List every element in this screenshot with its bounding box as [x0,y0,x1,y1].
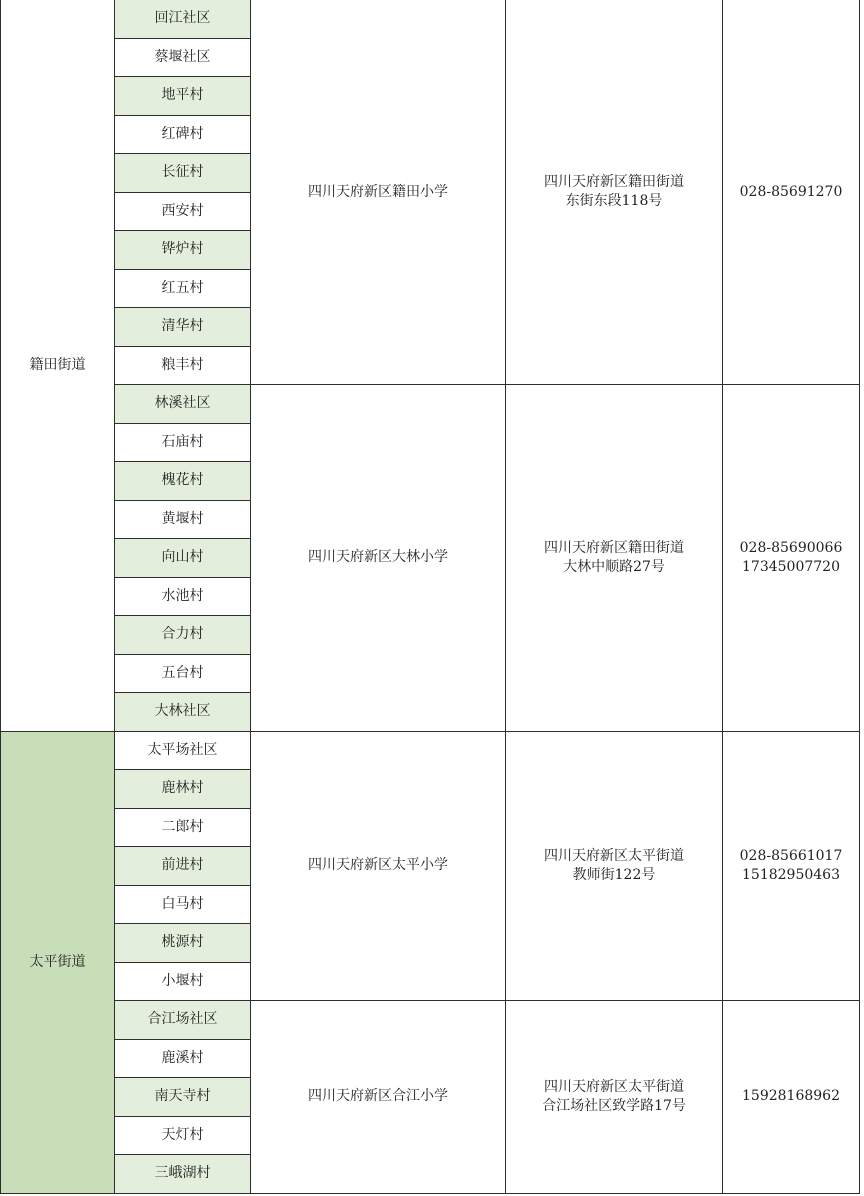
school-address-cell [506,1001,723,1194]
address-line: 四川天府新区籍田街道 [544,539,684,556]
village-cell: 蔡堰社区 [115,38,251,77]
village-cell: 五台村 [115,654,251,693]
school-phone-cell [723,0,860,385]
school-name-cell: 四川天府新区大林小学 [251,385,506,732]
phone-number: 028-85691270 [739,183,843,200]
school-address-cell [506,0,723,385]
address-line: 大林中顺路27号 [563,558,665,575]
village-cell: 合江场社区 [115,1001,251,1040]
phone-number: 15182950463 [742,866,840,883]
village-cell: 西安村 [115,192,251,231]
phone-number: 028-85661017 [739,847,843,864]
table-row [1,1001,860,1040]
village-cell: 白马村 [115,885,251,924]
phone-number: 15928168962 [742,1088,840,1105]
street-name-cell: 籍田街道 [1,0,115,731]
school-name-cell: 四川天府新区籍田小学 [251,0,506,385]
village-cell: 鹿林村 [115,770,251,809]
table-row [1,731,860,770]
school-address-cell [506,385,723,732]
village-cell: 水池村 [115,577,251,616]
address-line: 东街东段118号 [565,193,663,209]
school-name-cell: 四川天府新区太平小学 [251,731,506,1001]
village-cell: 长征村 [115,154,251,193]
village-cell: 大林社区 [115,693,251,732]
table-row [1,0,860,38]
village-cell: 三峨湖村 [115,1155,251,1194]
village-cell: 合力村 [115,616,251,655]
phone-number: 17345007720 [742,558,840,575]
address-line: 教师街122号 [572,866,656,883]
village-cell: 桃源村 [115,924,251,963]
village-cell: 天灯村 [115,1116,251,1155]
school-phone-cell [723,731,860,1001]
address-line: 四川天府新区太平街道 [544,847,684,864]
street-name-cell: 太平街道 [1,731,115,1193]
village-cell: 前进村 [115,847,251,886]
village-cell: 太平场社区 [115,731,251,770]
village-cell: 红碑村 [115,115,251,154]
school-name-cell: 四川天府新区合江小学 [251,1001,506,1194]
village-cell: 黄堰村 [115,500,251,539]
village-cell: 小堰村 [115,962,251,1001]
school-phone-cell [723,385,860,732]
address-line: 合江场社区致学路17号 [542,1097,686,1114]
table-row [1,385,860,424]
village-cell: 向山村 [115,539,251,578]
village-cell: 槐花村 [115,462,251,501]
school-address-cell [506,731,723,1001]
village-cell: 红五村 [115,269,251,308]
village-cell: 粮丰村 [115,346,251,385]
village-cell: 清华村 [115,308,251,347]
village-cell: 林溪社区 [115,385,251,424]
village-cell: 二郎村 [115,808,251,847]
school-phone-cell [723,1001,860,1194]
village-cell: 南天寺村 [115,1078,251,1117]
village-cell: 石庙村 [115,423,251,462]
address-line: 四川天府新区籍田街道 [544,174,684,190]
village-cell: 回江社区 [115,0,251,38]
address-line: 四川天府新区太平街道 [544,1078,684,1095]
village-cell: 鹿溪村 [115,1039,251,1078]
phone-number: 028-85690066 [739,539,843,556]
village-cell: 地平村 [115,77,251,116]
village-cell: 铧炉村 [115,231,251,270]
table-body [1,0,860,1193]
